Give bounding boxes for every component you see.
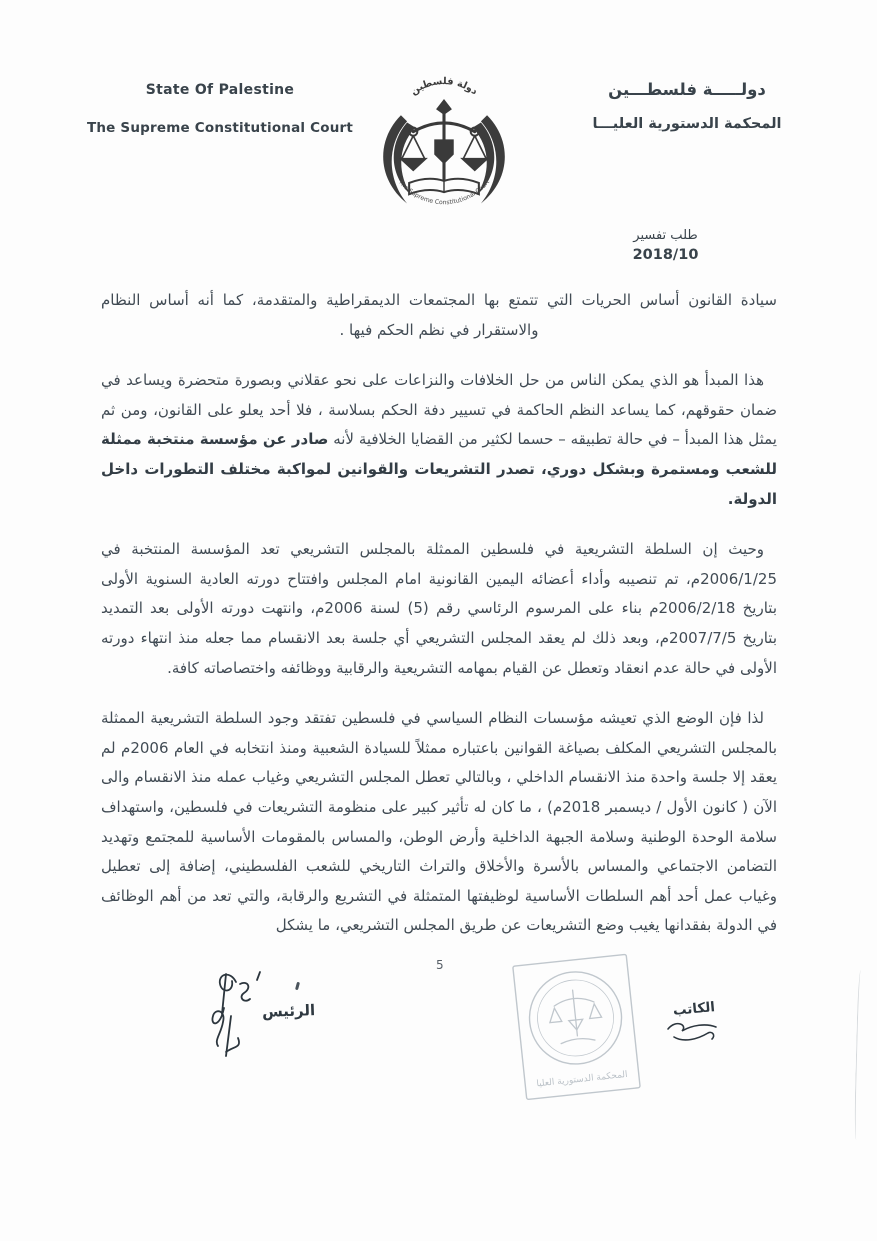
president-signature-block	[196, 968, 326, 1068]
request-type: طلب تفسير	[633, 228, 698, 243]
paragraph-current-situation: لذا فإن الوضع الذي تعيشه مؤسسات النظام السياسي في فلسطين تفتقد وجود السلطة التشريعية الممثلة بالمجلس التشريعي المكلف بصياغة القوانين باعتباره ممثلاً للسيادة الشعبية ومنذ انتخابه في العام 2006م لم يعقد إلا جلسة واحدة منذ الانقسام الداخلي ، وبالتالي تعطل المجلس التشريعي وغياب عمله منذ الانقسام والى الآن ( كانون الأول / ديسمبر 2018م) ، ما كان له تأثير كبير على منظومة التشريعات في فلسطين، واستهداف سلامة الوحدة الوطنية وسلامة الجبهة الداخلية وأرض الوطن، والمساس بالمقومات الأساسية للمجتمع وتهديد التضامن الاجتماعي والمساس بالأسرة والأخلاق والتراث التاريخي للشعب الفلسطيني، إضافة إلى تعطيل وغياب عمل أحد أهم السلطات الأساسية لوظيفتها المتمثلة في التشريع والرقابة، والتي تعد من أهم الوظائف في الدولة بفقدانها يغيب وضع التشريعات عن طريق المجلس التشريعي، ما يشكل	[101, 709, 778, 935]
court-stamp-icon	[498, 952, 654, 1118]
paragraph-legislative-council-history: وحيث إن السلطة التشريعية في فلسطين الممثلة بالمجلس التشريعي تعد المؤسسة المنتخبة في 2006/1/25م، تم تنصيبه وأداء أعضائه اليمين القانونية امام المجلس وافتتاح دورته العادية السنوية الأولى بتاريخ 2006/2/18م بناء على المرسوم الرئاسي رقم (5) لسنة 2006م، وانتهت دورته الأولى بعد التمديد بتاريخ 2007/7/5م، وبعد ذلك لم يعقد المجلس التشريعي أي جلسة بعد الانقسام مما جعله منذ انتهاء دورته الأولى في حالة عدم انعقاد وتعطل عن القيام بمهامه التشريعية والرقابية ووظائفه واختصاصاته كافة.	[101, 540, 778, 677]
clerk-signature-icon	[658, 1015, 730, 1045]
emblem-top-text: دولة فلسطين	[408, 76, 480, 98]
paragraph-rule-of-law: سيادة القانون أساس الحريات التي تتمتع بها المجتمعات الديمقراطية والمتقدمة، كما أنه أساس النظام والاستقرار في نظم الحكم فيها .	[101, 291, 777, 339]
header-arabic	[552, 80, 822, 132]
emblem-bottom-text: The Supreme Constitutional Court	[396, 178, 492, 207]
stamp-text: المحكمة الدستورية العليا	[535, 1069, 629, 1090]
header-english-court: The Supreme Constitutional Court	[86, 120, 354, 136]
case-reference	[588, 228, 743, 263]
letter-body	[101, 286, 777, 962]
header-english	[52, 82, 388, 136]
president-signature-icon	[196, 968, 266, 1063]
paragraph-principle-normal: هذا المبدأ هو الذي يمكن الناس من حل الخلافات والنزاعات على نحو عقلاني وبصورة متحضرة ويساعد في ضمان حقوقهم، كما يساعد النظم الحاكمة في تسيير دفة الحكم بسلاسة ، فلا أحد يعلو على القانون، ومن ثم يمثل هذا المبدأ – في حالة تطبيقه – حسما لكثير من القضايا الخلافية لأنه	[101, 371, 777, 449]
header-arabic-state: دولـــــة فلسطـــين	[608, 80, 766, 99]
clerk-label: الكاتب	[672, 999, 716, 1019]
svg-text:دولة فلسطين	[409, 76, 480, 97]
court-emblem-seal-icon	[366, 64, 522, 226]
scan-artifact-line	[854, 970, 863, 1140]
paragraph-principle	[101, 366, 777, 514]
header-english-state: State Of Palestine	[145, 82, 295, 98]
request-number: 2018/10	[632, 247, 699, 263]
header-arabic-court: المحكمة الدستورية العليـــا	[592, 116, 782, 132]
paragraph-principle-bold: صادر عن مؤسسة منتخبة ممثلة للشعب ومستمرة وبشكل دوري، تصدر التشريعات والقوانين لمواكبة مختلف التطورات داخل الدولة.	[101, 430, 777, 508]
clerk-signature-block	[646, 998, 742, 1045]
page-number: 5	[436, 958, 444, 972]
president-label: الرئيس	[261, 1001, 316, 1021]
